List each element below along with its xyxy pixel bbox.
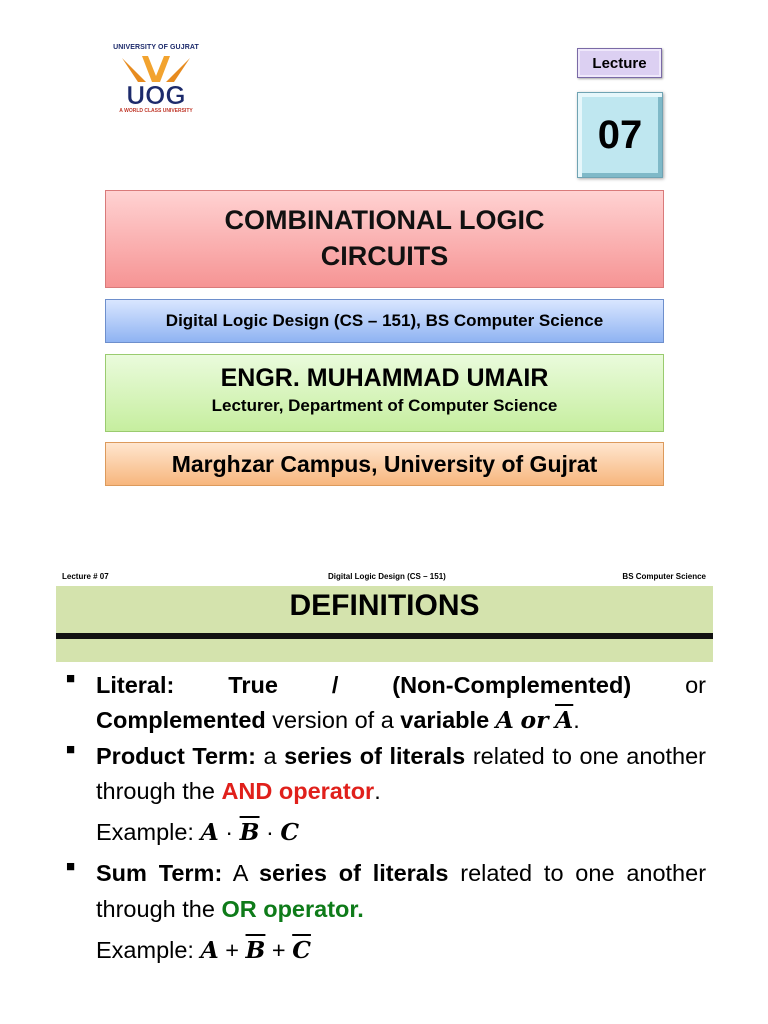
product-dot-2: · bbox=[259, 819, 281, 845]
or-operator-text: OR operator. bbox=[221, 895, 364, 922]
sum-example bbox=[62, 933, 706, 968]
author-name: ENGR. MUHAMMAD UMAIR bbox=[220, 364, 549, 392]
course-info: Digital Logic Design (CS – 151), BS Computer Science bbox=[105, 299, 664, 343]
square-bullet-icon: ■ bbox=[66, 670, 76, 687]
product-rest: related to one another through the bbox=[96, 742, 706, 804]
sum-plus-1: + bbox=[218, 936, 246, 963]
product-term-label: Product Term: bbox=[96, 742, 256, 769]
literal-non-complemented: (Non-Complemented) bbox=[392, 672, 632, 698]
product-end: . bbox=[374, 777, 381, 804]
sum-ex-a: A bbox=[200, 935, 219, 964]
logo-university-name: UNIVERSITY OF GUJRAT bbox=[113, 44, 199, 51]
title-line-2: CIRCUITS bbox=[320, 241, 449, 271]
sum-ex-b-bar: $\overline{B}$ bbox=[245, 935, 266, 964]
product-example bbox=[62, 815, 706, 850]
sum-example-label: Example: bbox=[96, 936, 201, 963]
sum-term-label: Sum Term: bbox=[96, 860, 223, 887]
university-logo bbox=[104, 44, 208, 116]
literal-mid-text: version of a bbox=[265, 707, 401, 734]
and-operator-text: AND operator bbox=[221, 777, 375, 804]
literal-or: or bbox=[685, 672, 706, 698]
lecture-label: Lecture bbox=[577, 48, 662, 78]
square-bullet-icon: ■ bbox=[66, 740, 76, 758]
lecture-number: 07 bbox=[577, 92, 663, 178]
literal-term: Literal: bbox=[96, 672, 175, 698]
svg-text:UOG: UOG bbox=[126, 80, 186, 110]
logo-tagline: A WORLD CLASS UNIVERSITY bbox=[119, 108, 193, 114]
literal-slash: / bbox=[331, 672, 339, 698]
literal-end: . bbox=[573, 707, 580, 734]
product-dot-1: · bbox=[218, 819, 240, 845]
literal-variable: variable bbox=[400, 707, 490, 734]
definitions-divider bbox=[56, 633, 713, 639]
product-ex-b-bar: $\overline{B}$ bbox=[239, 818, 260, 846]
sum-article: A bbox=[222, 860, 259, 887]
slide-header-center: Digital Logic Design (CS – 151) bbox=[328, 572, 446, 581]
list-item-sum-term bbox=[62, 856, 706, 927]
slide-header-right: BS Computer Science bbox=[622, 572, 706, 581]
campus-info: Marghzar Campus, University of Gujrat bbox=[105, 442, 664, 486]
literal-word-true: True bbox=[228, 672, 278, 698]
list-item-literal bbox=[62, 668, 706, 739]
sum-ex-c-bar: $\overline{C}$ bbox=[292, 935, 311, 964]
title-line-1: COMBINATIONAL LOGIC bbox=[224, 205, 545, 236]
sum-rest: related to one another through the bbox=[96, 860, 707, 922]
math-or: or bbox=[520, 706, 549, 735]
definitions-list bbox=[62, 668, 706, 974]
math-var-a-bar: $\overline{A}$ bbox=[555, 706, 574, 735]
product-series: series of literals bbox=[284, 742, 466, 769]
lecture-title bbox=[105, 190, 664, 288]
product-ex-a: A bbox=[200, 818, 219, 846]
sum-plus-2: + bbox=[265, 936, 293, 963]
product-article: a bbox=[255, 742, 285, 769]
product-example-label: Example: bbox=[96, 819, 201, 845]
definitions-title: DEFINITIONS bbox=[289, 589, 480, 622]
slide-header-left: Lecture # 07 bbox=[62, 572, 109, 581]
literal-complemented: Complemented bbox=[96, 707, 266, 734]
author-box bbox=[105, 354, 664, 432]
logo-emblem-icon bbox=[104, 44, 208, 116]
author-role: Lecturer, Department of Computer Science bbox=[211, 396, 558, 415]
square-bullet-icon: ■ bbox=[66, 858, 76, 876]
product-ex-c: C bbox=[280, 818, 300, 846]
math-var-a: A bbox=[495, 706, 514, 735]
sum-series: series of literals bbox=[258, 860, 449, 887]
list-item-product-term bbox=[62, 739, 706, 810]
